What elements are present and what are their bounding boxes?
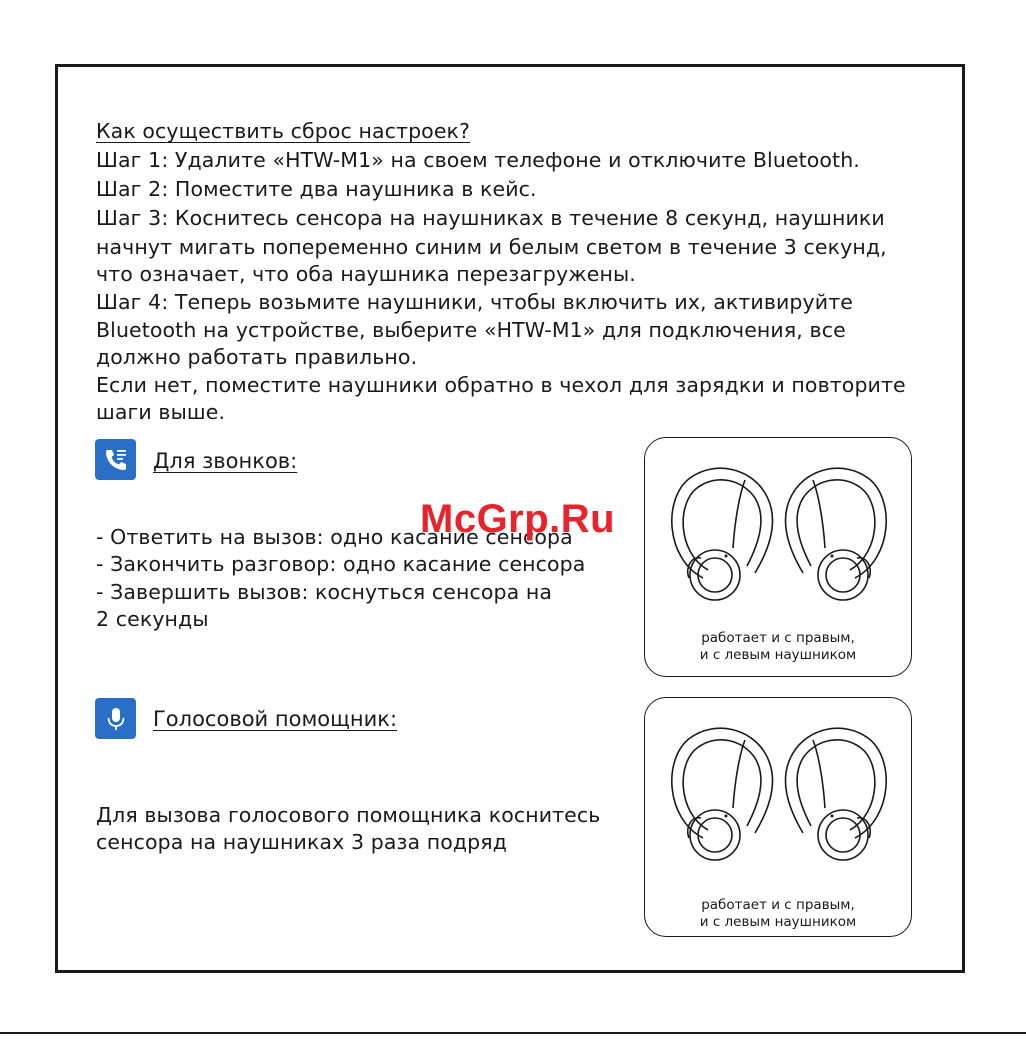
card-caption-line-2: и с левым наушником (699, 647, 857, 663)
assistant-line-2: сенсора на наушниках 3 раза подряд (96, 830, 507, 854)
earbuds-card-calls (644, 437, 912, 677)
reset-line-3: Шаг 3: Коснитесь сенсора на наушниках в течение 8 секунд, наушники (96, 206, 885, 230)
reset-line-10: шаги выше. (96, 400, 226, 424)
calls-line-2: - Закончить разговор: одно касание сенсора (96, 552, 586, 576)
reset-line-9: Если нет, поместите наушники обратно в чехол для зарядки и повторите (96, 373, 906, 397)
card-caption-line-1: работает и с правым, (701, 630, 855, 646)
reset-line-4: начнут мигать попеременно синим и белым светом в течение 3 секунд, (96, 235, 887, 259)
assistant-line-1: Для вызова голосового помощника коснитесь (96, 803, 601, 827)
assistant-title: Голосовой помощник: (153, 707, 398, 731)
page-bottom-rule (0, 1032, 1026, 1034)
watermark-logo: McGrp.Ru (420, 497, 616, 541)
microphone-icon (95, 698, 136, 739)
phone-call-icon (95, 439, 136, 480)
calls-line-1: - Ответить на вызов: одно касание сенсора (96, 525, 573, 549)
reset-title: Как осуществить сброс настроек? (96, 119, 471, 143)
reset-line-5: что означает, что оба наушника перезагружены. (96, 262, 636, 286)
reset-line-6: Шаг 4: Теперь возьмите наушники, чтобы включить их, активируйте (96, 290, 853, 314)
card-caption-line-1: работает и с правым, (701, 897, 855, 913)
reset-line-7: Bluetooth на устройстве, выберите «HTW-M1» для подключения, все (96, 318, 846, 342)
earbuds-card-assistant (644, 697, 912, 937)
reset-line-8: должно работать правильно. (96, 345, 418, 369)
reset-line-1: Шаг 1: Удалите «HTW-M1» на своем телефоне и отключите Bluetooth. (96, 148, 860, 172)
calls-line-4: 2 секунды (96, 607, 209, 631)
reset-line-2: Шаг 2: Поместите два наушника в кейс. (96, 177, 537, 201)
calls-line-3: - Завершить вызов: коснуться сенсора на (96, 580, 553, 604)
card-caption-line-2: и с левым наушником (699, 914, 857, 930)
calls-title: Для звонков: (153, 449, 298, 473)
